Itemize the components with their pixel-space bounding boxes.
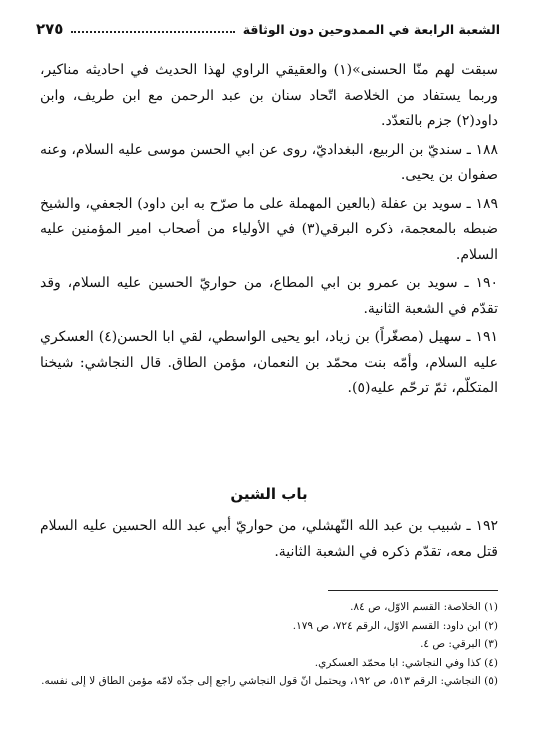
main-text	[40, 58, 498, 405]
footnote-5: (٥) النجاشي: الرقم ٥١٣، ص ١٩٢، ويحتمل انّ قول النجاشي راجع إلى جدّه لامّه مؤمن الطاق لا إلى نفسه.	[41, 675, 498, 687]
header-title: الشعبة الرابعة في الممدوحين دون الوثاقة	[242, 21, 500, 37]
footnote-1: (١) الخلاصة: القسم الاوّل، ص ٨٤.	[350, 601, 498, 613]
entry-188: ١٨٨ ـ سنديّ بن الربيع، البغداديّ، روى عن ابي الحسن موسى عليه السلام، وعنه صفوان بن يحيى.	[40, 141, 498, 183]
header-dotted-leader	[71, 31, 234, 33]
section-text	[40, 514, 498, 565]
footnote-4: (٤) كذا وفي النجاشي: ابا محمّد العسكري.	[314, 656, 498, 669]
footnotes	[40, 598, 498, 691]
paragraph: سبقت لهم منّا الحسنى»(١) والعقيقي الراوي لهذا الحديث في احاديثه مناكير، وربما يستفاد من الخلاصة اتّحاد سنان بن عبد الرحمن مع ابن طريف، وابن داود(٢) جزم بالتعدّد.	[40, 62, 499, 129]
entry-191: ١٩١ ـ سهيل (مصغّراً) بن زياد، ابو يحيى الواسطي، لقي ابا الحسن(٤) العسكري عليه السلام، وأمّه بنت محمّد بن النعمان، مؤمن الطاق. قال النجاشي: شيخنا المتكلّم، ثمّ ترحّم عليه(٥).	[40, 329, 498, 396]
section-title: باب الشين	[230, 485, 308, 503]
entry-189: ١٨٩ ـ سويد بن عفلة (بالعين المهملة على ما صرّح به ابن داود) الجعفي، والشيخ ضبطه بالمعجمة، ذكره البرقي(٣) في الأولياء من أصحاب امير المؤمنين عليه السلام.	[40, 195, 498, 263]
entry-192: ١٩٢ ـ شبيب بن عبد الله النّهشلي، من حواريّ أبي عبد الله الحسين عليه السلام قتل معه، تقدّم ذكره في الشعبة الثانية.	[40, 518, 498, 560]
footnote-divider	[328, 590, 498, 591]
running-header	[36, 17, 500, 41]
footnote-3: (٣) البرقي: ص ٤.	[420, 638, 498, 650]
entry-190: ١٩٠ ـ سويد بن عمرو بن ابي المطاع، من حواريّ الحسين عليه السلام، وقد تقدّم في الشعبة الثانية.	[40, 275, 498, 317]
footnote-2: (٢) ابن داود: القسم الاوّل، الرقم ٧٢٤، ص ١٧٩.	[292, 619, 498, 632]
page-number: ٢٧٥	[36, 20, 64, 38]
